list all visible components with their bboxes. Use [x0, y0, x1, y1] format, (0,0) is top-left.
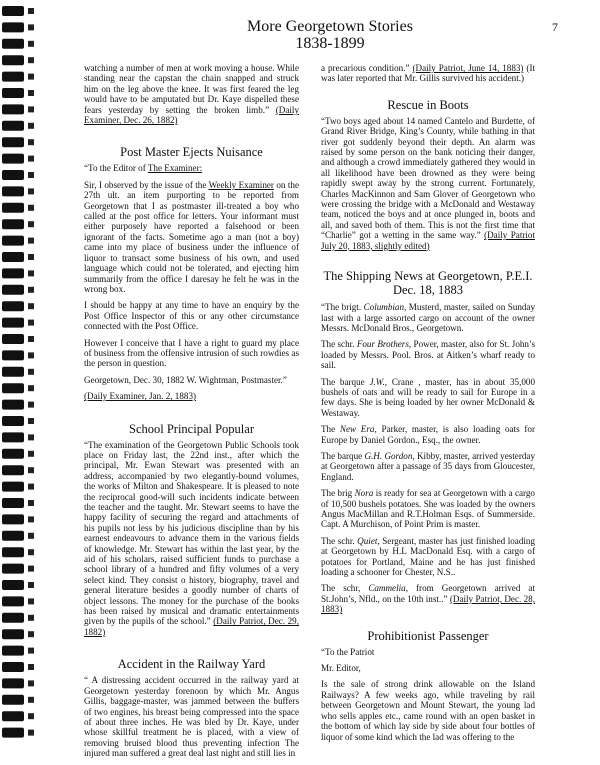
- e3-prefix: The barque: [321, 376, 370, 387]
- e8-prefix: The schr,: [321, 583, 369, 594]
- postmaster-to-line: [84, 163, 299, 173]
- e3-text: , Crane , master, has in about 35,000 bushels of oats and will be ready to sail for Europe in a few days. She is being loaded by her owner McDonald & Westaway.: [321, 376, 535, 418]
- binding-hole: [28, 467, 34, 473]
- binding-hole: [28, 303, 34, 309]
- binding-ring: [2, 482, 24, 492]
- postmaster-to-paper: The Examiner:: [147, 163, 203, 174]
- e5-text: , Kibby, master, arrived yesterday at Georgetown after a passage of 35 days from Gloucester, England.: [321, 450, 535, 482]
- shipping-heading-line-1: The Shipping News at Georgetown, P.E.I.: [323, 269, 533, 284]
- binding-ring: [2, 55, 24, 65]
- binding-hole: [28, 566, 34, 572]
- e8-ship-name: Cammelia: [368, 583, 406, 594]
- binding-ring: [2, 137, 24, 147]
- binding-hole: [28, 402, 34, 408]
- left-column: [84, 63, 299, 765]
- school-heading: School Principal Popular: [129, 421, 254, 436]
- binding-hole: [28, 172, 34, 178]
- postmaster-to-prefix: “To the Editor of: [84, 163, 148, 174]
- e2-text: , Power, master, also for St. John’s loaded by Messrs. Pool. Bros. at Aitken’s wharf ready to sail.: [321, 339, 536, 371]
- shipping-entry-5: [321, 451, 535, 482]
- binding-hole: [28, 74, 34, 80]
- page-title: [60, 18, 600, 52]
- binding-ring: [2, 678, 24, 688]
- binding-hole: [28, 385, 34, 391]
- binding-hole: [28, 106, 34, 112]
- e7-prefix: The schr.: [321, 535, 358, 546]
- binding-hole: [28, 434, 34, 440]
- binding-hole: [28, 57, 34, 63]
- binding-hole: [28, 320, 34, 326]
- binding-ring: [2, 334, 24, 344]
- binding-hole: [28, 238, 34, 244]
- binding-hole: [28, 418, 34, 424]
- binding-hole: [28, 713, 34, 719]
- page-number: 7: [552, 20, 558, 34]
- rescue-citation: (Daily Patriot July 20, 1883, slightly edited): [321, 230, 535, 251]
- postmaster-paragraph-1: [84, 180, 299, 294]
- binding-hole: [28, 533, 34, 539]
- shipping-entry-3: [321, 377, 535, 419]
- rescue-text: “Two boys aged about 14 named Cantelo and Burdette, of Grand River Bridge, King’s County, while bathing in that river got suddenly beyond their depth. An alarm was raised by some person on the bank noticing their danger, and although a crowd immediately gathered they would in all likelihood have been drowned as they were being rapidly swept away by the strong current. Fortunately, Charles MacKinnon and Sam Glover of Georgetown who were crossing the bridge with a McDonald and Westaway team, noticed the boys and at once plunged in, boots and all, and saved both of them. This is not the first time that “Charlie” got a wetting in the same way.”: [321, 115, 535, 241]
- rescue-heading: Rescue in Boots: [387, 97, 469, 112]
- binding-ring: [2, 154, 24, 164]
- binding-ring: [2, 383, 24, 393]
- binding-ring: [2, 186, 24, 196]
- binding-ring: [2, 695, 24, 705]
- postmaster-p1c: on the 27th ult. an item purporting to be reported from Georgetown that I as postmaster ill-treated a boy who called at the post office for letters. Your informant must either purposely have reported a falsehood or been ignorant of the facts. Sometime ago a man (not a boy) came into my place of business under the influence of liquor to transact some business of his own, and used language which could not be tolerated, and ejecting him summarily from the office I daresay he felt he was in the wrong box.: [84, 179, 299, 294]
- right-intro-citation: (Daily Patriot, June 14, 1883): [412, 63, 524, 73]
- binding-hole: [28, 254, 34, 260]
- binding-hole: [28, 500, 34, 506]
- binding-ring: [2, 449, 24, 459]
- shipping-entry-2: [321, 339, 535, 370]
- binding-ring: [2, 22, 24, 32]
- rescue-paragraph: [321, 116, 535, 251]
- binding-ring: [2, 350, 24, 360]
- school-text: “The examination of the Georgetown Public Schools took place on Friday last, the 22nd inst., after which the principal, Mr. Ewan Stewart was presented with an address, accompanied by two elegantly-bound volumes, the works of Milton and Shakespeare. It is pleased to note the reciprocal good-will such incidents indicate between the teacher and the taught. Mr. Stewart seems to have the happy facility of securing the regard and attachments of his pupils not less by his judicious discipline than by his earnest endeavours to advance them in the various fields of knowledge. Mr. Stewart has within the last year, by the aid of his scholars, raised sufficient funds to purchase a school library of a hundred and fifty volumes of a very select kind. They consist o history, biography, travel and general literature besides a goodly number of charts of object lessons. The money for the purchase of the books has been raised by musical and dramatic entertainments given by the pupils of the school.”: [84, 439, 299, 627]
- binding-hole: [28, 648, 34, 654]
- e5-prefix: The barque: [321, 450, 365, 461]
- e1-prefix: “The brigt.: [321, 302, 364, 313]
- binding-hole: [28, 90, 34, 96]
- binding-hole: [28, 8, 34, 14]
- binding-ring: [2, 514, 24, 524]
- e4-prefix: The: [321, 424, 340, 435]
- binding-ring: [2, 301, 24, 311]
- binding-ring: [2, 596, 24, 606]
- binding-hole: [28, 582, 34, 588]
- binding-hole: [28, 664, 34, 670]
- e1-ship-name: Columbian: [363, 302, 405, 313]
- binding-ring: [2, 498, 24, 508]
- right-intro-paragraph: [321, 63, 535, 84]
- right-column: [321, 63, 535, 748]
- binding-ring: [2, 88, 24, 98]
- binding-hole: [28, 598, 34, 604]
- e2-ship-name: Four Brothers: [356, 339, 409, 350]
- e4-ship-name: New Era: [339, 424, 375, 435]
- shipping-entry-6: [321, 488, 535, 530]
- binding-rings-graphic: [0, 0, 40, 741]
- binding-hole: [28, 139, 34, 145]
- e6-ship-name: Nora: [354, 488, 374, 499]
- binding-ring: [2, 236, 24, 246]
- binding-ring: [2, 646, 24, 656]
- shipping-citation: (Daily Patriot, Dec. 28, 1883): [321, 593, 536, 615]
- binding-ring: [2, 203, 24, 213]
- right-intro-text: a precarious condition.”: [321, 63, 413, 73]
- e8-text: , from Georgetown arrived at St.John’s, Nfld., on the 10th inst..”: [321, 583, 535, 604]
- binding-ring: [2, 367, 24, 377]
- binding-ring: [2, 400, 24, 410]
- binding-hole: [28, 549, 34, 555]
- postmaster-p1b: Weekly Examiner: [208, 179, 274, 190]
- binding-hole: [28, 221, 34, 227]
- binding-ring: [2, 547, 24, 557]
- binding-hole: [28, 451, 34, 457]
- e7-ship-name: Quiet: [357, 535, 378, 546]
- binding-ring: [2, 170, 24, 180]
- railway-paragraph: “ A distressing accident occurred in the railway yard at Georgetown yesterday forenoon by which Mr. Angus Gillis, baggage-master, was jammed between the buffers of two engines, his breast being compressed into the space of about three inches. He was bled by Dr. Kaye, under whose skillful treatment he is placed, with a view of removing bruised blood thus preventing infection The injured man suffered a great deal last night and still lies in: [84, 675, 299, 759]
- binding-ring: [2, 318, 24, 328]
- right-intro-tail: (It was later reported that Mr. Gillis survived his accident.): [321, 63, 535, 84]
- binding-hole: [28, 697, 34, 703]
- school-citation: (Daily Patriot, Dec. 29, 1882): [84, 616, 299, 637]
- postmaster-paragraph-4: Georgetown, Dec. 30, 1882 W. Wightman, Postmaster.”: [84, 374, 287, 385]
- intro-citation: (Daily Examiner, Dec. 26, 1882): [84, 104, 299, 126]
- postmaster-paragraph-2: I should be happy at any time to have an enquiry by the Post Office Inspector of this or any other circumstance connected with the Post Office.: [84, 300, 299, 332]
- binding-ring: [2, 564, 24, 574]
- binding-ring: [2, 121, 24, 131]
- e6-text: is ready for sea at Georgetown with a cargo of 10,500 bushels potatoes. She was loaded by the owners Angus MacMillan and R.T.Holman Esqs. of Summerside. Capt. A Murchison, of Point Prim is master.: [321, 488, 535, 530]
- e3-ship-name: J.W.: [369, 376, 385, 387]
- e4-text: , Parker, master, is also loading oats for Europe by Daniel Gordon., Esq., the owner.: [321, 424, 535, 445]
- e7-text: , Sergeant, master has just finished loading at Georgetown by H.L MacDonald Esq. with a cargo of potatoes for Portland, Maine and he has just finished loading a schooner for Chester, N.S..: [321, 535, 535, 578]
- binding-ring: [2, 252, 24, 262]
- shipping-heading-line-2: Dec. 18, 1883: [392, 283, 464, 298]
- postmaster-heading: Post Master Ejects Nuisance: [120, 145, 263, 160]
- shipping-entry-4: [321, 424, 535, 445]
- binding-hole: [28, 188, 34, 194]
- binding-ring: [2, 219, 24, 229]
- prohibitionist-paragraph: Is the sale of strong drink allowable on the Island Railways? A few weeks ago, while traveling by rail between Georgetown and Mount Stewart, the young lad who sells apples etc., came round with an open basket in the bottom of which lay side by side about four bottles of liquor of some kind which the lad was offering to the: [321, 679, 535, 742]
- shipping-entry-1: [321, 302, 535, 333]
- binding-ring: [2, 465, 24, 475]
- intro-text: watching a number of men at work moving a house. While standing near the capstan the chain snapped and struck him on the leg above the knee. It was first feared the leg would have to be amputated but Dr. Kaye dispelled these fears yesterday by setting the broken limb.”: [84, 63, 299, 115]
- binding-hole: [28, 205, 34, 211]
- shipping-entry-8: [321, 583, 535, 614]
- title-line-2: 1838-1899: [295, 35, 365, 52]
- prohibitionist-salutation: Mr. Editor,: [321, 663, 361, 674]
- binding-hole: [28, 156, 34, 162]
- binding-hole: [28, 287, 34, 293]
- binding-hole: [28, 680, 34, 686]
- binding-ring: [2, 268, 24, 278]
- binding-ring: [2, 531, 24, 541]
- intro-paragraph: [84, 63, 299, 125]
- binding-hole: [28, 270, 34, 276]
- binding-ring: [2, 432, 24, 442]
- binding-ring: [2, 72, 24, 82]
- postmaster-p1a: Sir, I observed by the issue of the: [84, 179, 209, 190]
- prohibitionist-heading: Prohibitionist Passenger: [367, 628, 489, 643]
- shipping-heading: [321, 269, 535, 297]
- e5-ship-name: G.H. Gordon: [364, 450, 413, 461]
- school-paragraph: [84, 440, 299, 638]
- binding-ring: [2, 6, 24, 16]
- binding-hole: [28, 615, 34, 621]
- binding-hole: [28, 352, 34, 358]
- e1-text: , Musterd, master, sailed on Sunday last with a large assorted cargo on account of the owner Messrs. McDonald Bros., Georgetown.: [321, 302, 536, 333]
- binding-ring: [2, 613, 24, 623]
- binding-ring: [2, 580, 24, 590]
- binding-hole: [28, 336, 34, 342]
- e6-prefix: The brig: [321, 488, 355, 499]
- binding-ring: [2, 711, 24, 721]
- binding-hole: [28, 369, 34, 375]
- e2-prefix: The schr.: [321, 339, 357, 350]
- railway-heading: Accident in the Railway Yard: [117, 657, 266, 672]
- prohibitionist-to-line: “To the Patriot: [321, 646, 375, 657]
- postmaster-paragraph-3: However I conceive that I have a right to guard my place of business from the offensive intrusion of such rowdies as the person in question.: [84, 337, 299, 369]
- binding-ring: [2, 285, 24, 295]
- binding-ring: [2, 416, 24, 426]
- binding-hole: [28, 484, 34, 490]
- binding-ring: [2, 39, 24, 49]
- binding-hole: [28, 730, 34, 736]
- binding-hole: [28, 631, 34, 637]
- postmaster-citation: (Daily Examiner, Jan. 2, 1883): [84, 391, 197, 402]
- binding-ring: [2, 104, 24, 114]
- binding-hole: [28, 41, 34, 47]
- binding-hole: [28, 123, 34, 129]
- spiral-binding: [0, 0, 40, 741]
- title-line-1: More Georgetown Stories: [247, 18, 413, 35]
- shipping-entry-7: [321, 536, 535, 578]
- binding-ring: [2, 728, 24, 738]
- binding-ring: [2, 629, 24, 639]
- binding-ring: [2, 662, 24, 672]
- binding-hole: [28, 24, 34, 30]
- binding-hole: [28, 516, 34, 522]
